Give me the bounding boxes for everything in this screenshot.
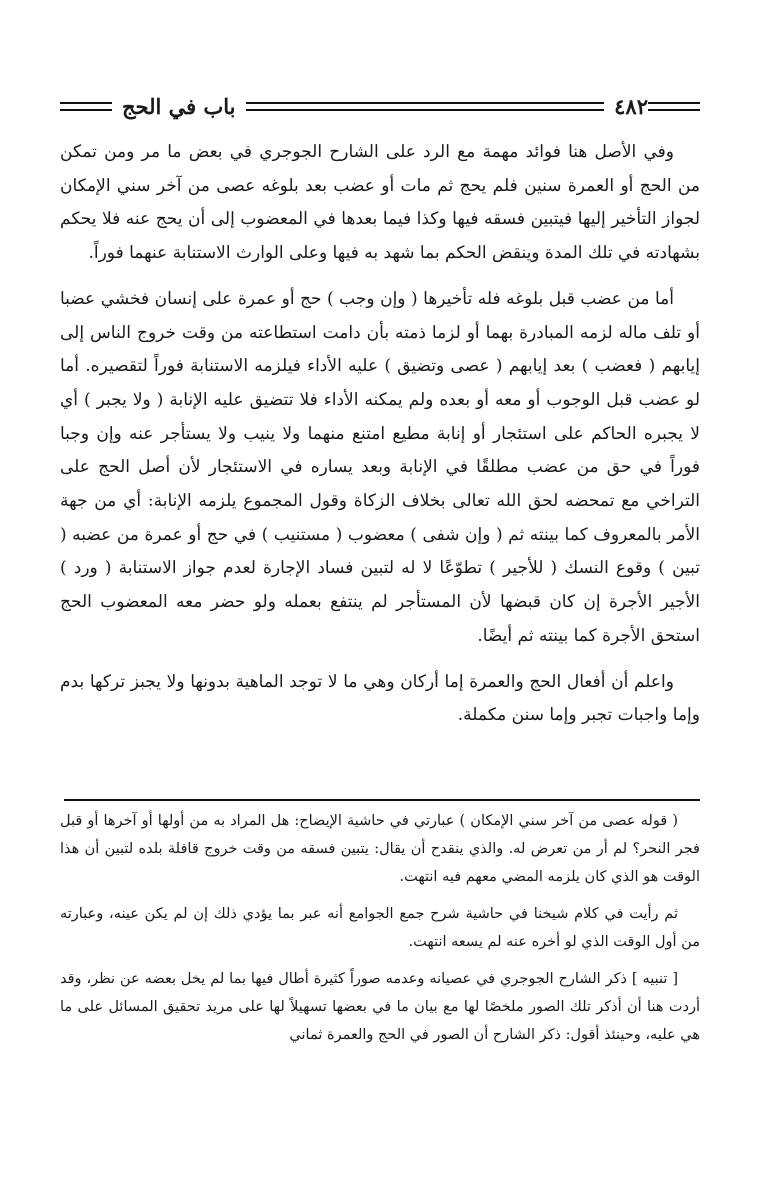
- main-paragraph: وفي الأصل هنا فوائد مهمة مع الرد على الشارح الجوجري في بعض ما مر ومن تمكن من الحج أو العمرة سنين فلم يحج ثم مات أو عضب بعد بلوغه عصى من آخر سني الإمكان لجواز التأخير إليها فيتبين فسقه فيها وكذا فيما بعدها في المعضوب إلى أن يحج عنه فلا يحكم بشهادته في تلك المدة وينقض الحكم بما شهد به فيها وعلى الوارث الاستنابة عنهما فوراً.: [60, 142, 700, 264]
- commentary-notes: [60, 807, 700, 1058]
- chapter-title: باب في الحج: [122, 93, 236, 119]
- footnote-separator: [64, 799, 700, 801]
- note-paragraph: ( قوله عصى من آخر سني الإمكان ) عبارتي في حاشية الإيضاح: هل المراد به من أولها أو آخرها أو قبل فجر النحر؟ لم أر من تعرض له. والذي ينقدح أن يقال: يتبين فسقه من وقت خروج قافلة بلده لتبين أن هذا الوقت هو الذي كان يلزمه المضي معهم فيه انتهت.: [60, 813, 700, 885]
- note-paragraph: [ تنبيه ] ذكر الشارح الجوجري في عصيانه وعدمه صوراً كثيرة أطال فيها بما لم يخل بعضه عن نظر، وقد أردت هنا أن أذكر تلك الصور ملخصًا لها مع بيان ما في بعضها تسهيلاً لها على مريد تحقيق المسائل على ما هي عليه، وحينئذ أقول: ذكر الشارح أن الصور في الحج والعمرة ثماني: [60, 971, 700, 1043]
- note-paragraph: ثم رأيت في كلام شيخنا في حاشية شرح جمع الجوامع أنه عبر بما يؤدي ذلك إن لم يكن عينه، وعبارته من أول الوقت الذي لو أخره عنه لم يسعه انتهت.: [60, 906, 700, 950]
- page-number: ٤٨٢: [614, 93, 648, 119]
- header-rule-right: [648, 102, 700, 111]
- main-paragraph: واعلم أن أفعال الحج والعمرة إما أركان وهي ما لا توجد الماهية بدونها ولا يجبز تركها بدم وإما واجبات تجبر وإما سنن مكملة.: [60, 671, 700, 726]
- header-rule-middle: [246, 102, 605, 111]
- main-text: [60, 136, 700, 745]
- header-rule-left: [60, 102, 112, 111]
- page-header: [60, 92, 700, 120]
- main-paragraph: أما من عضب قبل بلوغه فله تأخيرها ( وإن وجب ) حج أو عمرة على إنسان فخشي عضبا أو تلف ماله لزمه المبادرة بهما أو لزما ذمته بأن دامت استطاعته من وقت خروج الناس إلى إيابهم ( فعضب ) بعد إيابهم ( عصى وتضيق ) عليه الأداء فيلزمه الاستنابة فوراً لتقصيره. أما لو عضب قبل الوجوب أو معه أو بعده ولم يمكنه الأداء فلا تتضيق عليه الإنابة ( ولا يجبر ) أي لا يجبره الحاكم على استئجار أو إنابة مطيع امتنع منهما ولا ينيب ولا يستأجر عنه وإن وجبا فوراً في حق من عضب مطلقًا في الإنابة وبعد يساره في الاستئجار لأن أصل الحج على التراخي مع تمحضه لحق الله تعالى بخلاف الزكاة وقول المجموع يلزمه الإنابة: أي من جهة الأمر بالمعروف كما بينته ثم ( وإن شفى ) معضوب ( مستنيب ) في حج أو عمرة من عضبه ( تبين ) وقوع النسك ( للأجير ) تطوّعًا لا له لتبين فساد الإجارة لعدم جواز الاستنابة ( ورد ) الأجير الأجرة إن كان قبضها لأن المستأجر لم ينتفع بعمله ولو حضر معه المعضوب الحج استحق الأجرة كما بينته ثم أيضًا.: [60, 288, 700, 646]
